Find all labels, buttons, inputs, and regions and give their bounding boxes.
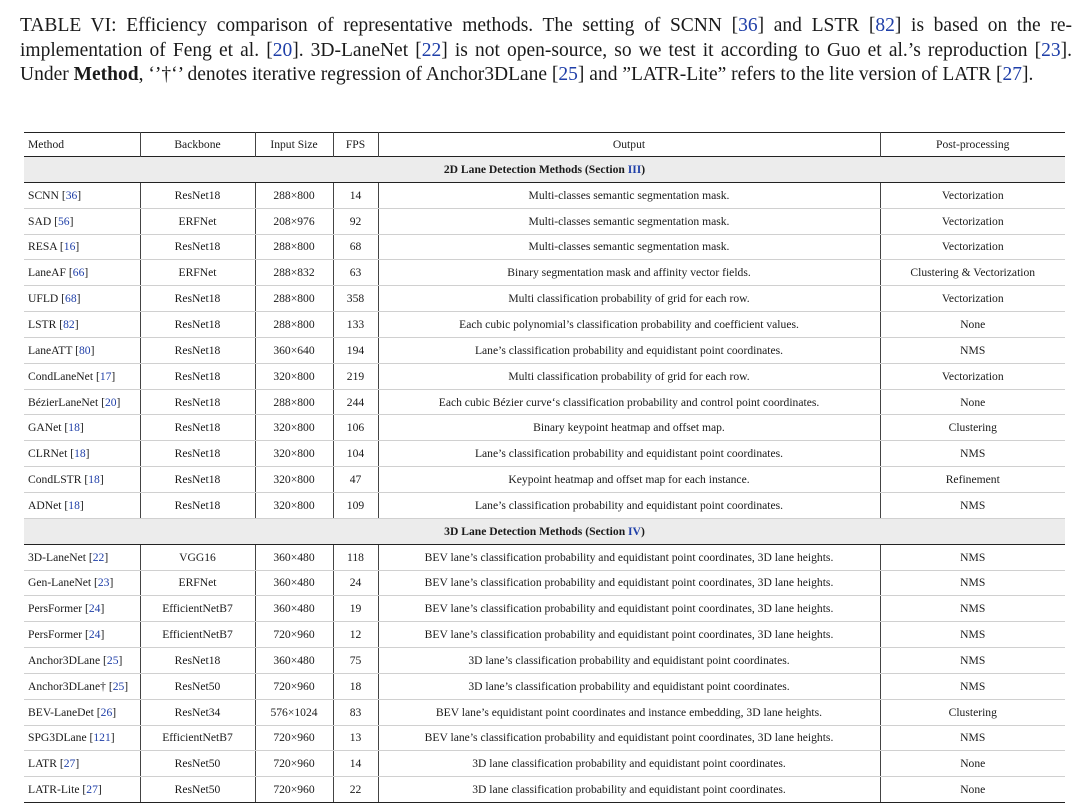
method-cell: LaneAF [66]	[24, 260, 140, 286]
fps-cell: 104	[333, 441, 378, 467]
method-name: BézierLaneNet	[28, 395, 99, 409]
backbone-cell: ResNet18	[140, 234, 255, 260]
method-name: LATR-Lite	[28, 783, 80, 797]
table-row	[24, 699, 1065, 725]
table-header	[24, 133, 1065, 157]
section-row-3d	[24, 518, 1065, 544]
post-processing-cell: Clustering	[880, 699, 1065, 725]
method-cell: LSTR [82]	[24, 312, 140, 338]
method-cell: Anchor3DLane† [25]	[24, 673, 140, 699]
method-name: SPG3DLane	[28, 731, 87, 745]
output-cell: Binary keypoint heatmap and offset map.	[378, 415, 880, 441]
citation-link[interactable]: 66	[72, 266, 85, 280]
output-cell: Multi-classes semantic segmentation mask.	[378, 208, 880, 234]
table-row	[24, 389, 1065, 415]
citation-link[interactable]: 25	[106, 653, 119, 667]
output-cell: 3D lane’s classification probability and equidistant point coordinates.	[378, 648, 880, 674]
fps-cell: 83	[333, 699, 378, 725]
citation-link[interactable]: 16	[63, 240, 76, 254]
method-cell: CondLaneNet [17]	[24, 363, 140, 389]
backbone-cell: ERFNet	[140, 570, 255, 596]
backbone-cell: VGG16	[140, 544, 255, 570]
table-row	[24, 673, 1065, 699]
backbone-cell: EfficientNetB7	[140, 725, 255, 751]
method-cell: SPG3DLane [121]	[24, 725, 140, 751]
output-cell: Lane’s classification probability and equidistant point coordinates.	[378, 492, 880, 518]
citation-link[interactable]: 23	[1041, 39, 1061, 61]
backbone-cell: ResNet18	[140, 389, 255, 415]
fps-cell: 244	[333, 389, 378, 415]
method-name: PersFormer	[28, 602, 83, 616]
citation-link[interactable]: 121	[93, 731, 111, 745]
backbone-cell: EfficientNetB7	[140, 596, 255, 622]
input-size-cell: 360×640	[255, 337, 333, 363]
method-cell: Anchor3DLane [25]	[24, 648, 140, 674]
citation-link[interactable]: 22	[92, 550, 105, 564]
post-processing-cell: Refinement	[880, 467, 1065, 493]
caption-text: ].	[1021, 64, 1034, 85]
input-size-cell: 288×800	[255, 312, 333, 338]
post-processing-cell: NMS	[880, 441, 1065, 467]
method-cell: BEV-LaneDet [26]	[24, 699, 140, 725]
method-cell: LATR [27]	[24, 751, 140, 777]
table-caption	[20, 14, 1072, 88]
method-name: LaneATT	[28, 343, 73, 357]
table-row	[24, 208, 1065, 234]
backbone-cell: ResNet34	[140, 699, 255, 725]
method-name: GANet	[28, 421, 62, 435]
citation-link[interactable]: 18	[68, 421, 80, 435]
table-row	[24, 441, 1065, 467]
output-cell: Binary segmentation mask and affinity vector fields.	[378, 260, 880, 286]
backbone-cell: ResNet18	[140, 492, 255, 518]
method-cell: 3D-LaneNet [22]	[24, 544, 140, 570]
input-size-cell: 288×800	[255, 234, 333, 260]
backbone-cell: ResNet18	[140, 415, 255, 441]
input-size-cell: 720×960	[255, 725, 333, 751]
input-size-cell: 720×960	[255, 751, 333, 777]
fps-cell: 92	[333, 208, 378, 234]
input-size-cell: 720×960	[255, 622, 333, 648]
post-processing-cell: Vectorization	[880, 234, 1065, 260]
output-cell: Multi-classes semantic segmentation mask.	[378, 234, 880, 260]
method-name: Gen-LaneNet	[28, 576, 92, 590]
citation-link[interactable]: 56	[57, 214, 70, 228]
table-row	[24, 777, 1065, 803]
method-cell: CondLSTR [18]	[24, 467, 140, 493]
table-row	[24, 570, 1065, 596]
output-cell: BEV lane’s classification probability and equidistant point coordinates, 3D lane heights.	[378, 544, 880, 570]
method-cell: Gen-LaneNet [23]	[24, 570, 140, 596]
fps-cell: 14	[333, 182, 378, 208]
method-name: SCNN	[28, 188, 59, 202]
post-processing-cell: None	[880, 751, 1065, 777]
output-cell: Multi-classes semantic segmentation mask.	[378, 182, 880, 208]
citation-link[interactable]: 17	[99, 369, 112, 383]
method-cell: CLRNet [18]	[24, 441, 140, 467]
input-size-cell: 360×480	[255, 648, 333, 674]
input-size-cell: 360×480	[255, 544, 333, 570]
input-size-cell: 320×800	[255, 492, 333, 518]
method-name: 3D-LaneNet	[28, 550, 86, 564]
table-row	[24, 363, 1065, 389]
backbone-cell: ERFNet	[140, 260, 255, 286]
header-output: Output	[378, 133, 880, 157]
backbone-cell: ResNet18	[140, 363, 255, 389]
caption-text: ]. 3D-LaneNet [	[292, 39, 422, 61]
method-name: PersFormer	[28, 628, 83, 642]
table-row	[24, 415, 1065, 441]
table-row	[24, 544, 1065, 570]
section-link[interactable]: III	[627, 162, 642, 176]
post-processing-cell: NMS	[880, 622, 1065, 648]
post-processing-cell: NMS	[880, 725, 1065, 751]
method-cell: PersFormer [24]	[24, 622, 140, 648]
caption-text: ] is not open-source, so we test it according to Guo et al.’s reproduction [	[441, 39, 1042, 61]
fps-cell: 18	[333, 673, 378, 699]
method-cell: PersFormer [24]	[24, 596, 140, 622]
citation-link[interactable]: 25	[112, 679, 125, 693]
method-name: Anchor3DLane	[28, 653, 101, 667]
output-cell: Each cubic Bézier curve‘s classification probability and control point coordinates.	[378, 389, 880, 415]
citation-link[interactable]: 27	[86, 783, 98, 797]
post-processing-cell: None	[880, 389, 1065, 415]
header-post-processing: Post-processing	[936, 138, 1010, 151]
method-name: UFLD	[28, 292, 59, 306]
fps-cell: 22	[333, 777, 378, 803]
backbone-cell: ResNet18	[140, 182, 255, 208]
table-row	[24, 492, 1065, 518]
backbone-cell: EfficientNetB7	[140, 622, 255, 648]
backbone-cell: ResNet50	[140, 777, 255, 803]
citation-link[interactable]: 82	[63, 317, 75, 331]
input-size-cell: 288×800	[255, 182, 333, 208]
table-row	[24, 725, 1065, 751]
caption-text: ]. Under	[20, 39, 1072, 85]
output-cell: 3D lane classification probability and equidistant point coordinates.	[378, 751, 880, 777]
citation-link[interactable]: 23	[97, 576, 110, 590]
table-row	[24, 234, 1065, 260]
method-name: Anchor3DLane†	[28, 679, 106, 693]
fps-cell: 109	[333, 492, 378, 518]
fps-cell: 24	[333, 570, 378, 596]
output-cell: Keypoint heatmap and offset map for each instance.	[378, 467, 880, 493]
method-cell: ADNet [18]	[24, 492, 140, 518]
fps-cell: 118	[333, 544, 378, 570]
fps-cell: 47	[333, 467, 378, 493]
citation-link[interactable]: 27	[1002, 64, 1022, 85]
method-name: CondLaneNet	[28, 369, 94, 383]
table-row	[24, 182, 1065, 208]
input-size-cell: 320×800	[255, 415, 333, 441]
caption-bold-method: Method	[73, 64, 139, 85]
header-method: Method	[24, 133, 140, 157]
method-name: LSTR	[28, 317, 57, 331]
backbone-cell: ResNet50	[140, 751, 255, 777]
citation-link[interactable]: 36	[65, 188, 78, 202]
table-row	[24, 648, 1065, 674]
fps-cell: 106	[333, 415, 378, 441]
fps-cell: 68	[333, 234, 378, 260]
caption-text: ] and LSTR [	[757, 15, 876, 36]
table-row	[24, 260, 1065, 286]
post-processing-cell: Clustering & Vectorization	[880, 260, 1065, 286]
citation-link[interactable]: 26	[100, 705, 113, 719]
citation-link[interactable]: 20	[104, 395, 117, 409]
table-row	[24, 286, 1065, 312]
fps-cell: 63	[333, 260, 378, 286]
method-cell: SAD [56]	[24, 208, 140, 234]
section-text: )	[640, 524, 645, 538]
caption-text: TABLE VI: Efficiency comparison of representative methods. The setting of SCNN [	[20, 15, 739, 36]
method-name: CLRNet	[28, 447, 68, 461]
post-processing-cell: NMS	[880, 544, 1065, 570]
citation-link[interactable]: 24	[88, 628, 101, 642]
citation-link[interactable]: 18	[74, 447, 86, 461]
backbone-cell: ResNet18	[140, 648, 255, 674]
section-text: )	[641, 162, 646, 176]
output-cell: BEV lane’s equidistant point coordinates and instance embedding, 3D lane heights.	[378, 699, 880, 725]
fps-cell: 219	[333, 363, 378, 389]
caption-text: ] and ”LATR-Lite” refers to the lite version of LATR [	[577, 64, 1003, 85]
section-link[interactable]: IV	[628, 524, 641, 538]
citation-link[interactable]: 22	[421, 39, 442, 61]
post-processing-cell: NMS	[880, 570, 1065, 596]
input-size-cell: 360×480	[255, 570, 333, 596]
table-row	[24, 337, 1065, 363]
fps-cell: 75	[333, 648, 378, 674]
input-size-cell: 720×960	[255, 673, 333, 699]
post-processing-cell: None	[880, 777, 1065, 803]
method-cell: UFLD [68]	[24, 286, 140, 312]
input-size-cell: 360×480	[255, 596, 333, 622]
output-cell: Multi classification probability of grid for each row.	[378, 286, 880, 312]
citation-link[interactable]: 25	[558, 64, 578, 85]
input-size-cell: 320×800	[255, 467, 333, 493]
output-cell: Multi classification probability of grid for each row.	[378, 363, 880, 389]
post-processing-cell: Vectorization	[880, 363, 1065, 389]
citation-link[interactable]: 82	[875, 15, 895, 36]
input-size-cell: 320×800	[255, 441, 333, 467]
input-size-cell: 208×976	[255, 208, 333, 234]
backbone-cell: ResNet18	[140, 467, 255, 493]
method-cell: LaneATT [80]	[24, 337, 140, 363]
fps-cell: 133	[333, 312, 378, 338]
fps-cell: 194	[333, 337, 378, 363]
fps-cell: 358	[333, 286, 378, 312]
section-text: 2D Lane Detection Methods (Section	[443, 162, 628, 176]
post-processing-cell: NMS	[880, 596, 1065, 622]
post-processing-cell: Clustering	[880, 415, 1065, 441]
citation-link[interactable]: 36	[738, 15, 758, 36]
input-size-cell: 320×800	[255, 363, 333, 389]
backbone-cell: ResNet50	[140, 673, 255, 699]
section-label-2d	[24, 157, 1065, 183]
post-processing-cell: NMS	[880, 492, 1065, 518]
caption-text: , ‘’†‘’ denotes iterative regression of Anchor3DLane [	[138, 64, 559, 85]
backbone-cell: ERFNet	[140, 208, 255, 234]
input-size-cell: 720×960	[255, 777, 333, 803]
efficiency-table	[24, 132, 1065, 803]
table-row	[24, 467, 1065, 493]
fps-cell: 19	[333, 596, 378, 622]
output-cell: BEV lane’s classification probability and equidistant point coordinates, 3D lane heights.	[378, 725, 880, 751]
method-cell: GANet [18]	[24, 415, 140, 441]
backbone-cell: ResNet18	[140, 312, 255, 338]
fps-cell: 14	[333, 751, 378, 777]
output-cell: BEV lane’s classification probability and equidistant point coordinates, 3D lane heights.	[378, 596, 880, 622]
output-cell: 3D lane’s classification probability and equidistant point coordinates.	[378, 673, 880, 699]
header-backbone: Backbone	[140, 133, 255, 157]
method-name: RESA	[28, 240, 57, 254]
citation-link[interactable]: 80	[78, 343, 91, 357]
output-cell: Each cubic polynomial’s classification probability and coefficient values.	[378, 312, 880, 338]
header-fps: FPS	[333, 133, 378, 157]
citation-link[interactable]: 20	[272, 39, 293, 61]
post-processing-cell: Vectorization	[880, 182, 1065, 208]
method-name: LATR	[28, 757, 57, 771]
fps-cell: 12	[333, 622, 378, 648]
method-name: ADNet	[28, 498, 62, 512]
output-cell: 3D lane classification probability and equidistant point coordinates.	[378, 777, 880, 803]
output-cell: Lane’s classification probability and equidistant point coordinates.	[378, 441, 880, 467]
fps-cell: 13	[333, 725, 378, 751]
citation-link[interactable]: 68	[65, 292, 77, 306]
citation-link[interactable]: 27	[63, 757, 76, 771]
method-name: CondLSTR	[28, 473, 82, 487]
backbone-cell: ResNet18	[140, 286, 255, 312]
method-cell: BézierLaneNet [20]	[24, 389, 140, 415]
backbone-cell: ResNet18	[140, 441, 255, 467]
table-row	[24, 622, 1065, 648]
input-size-cell: 288×832	[255, 260, 333, 286]
output-cell: BEV lane’s classification probability and equidistant point coordinates, 3D lane heights.	[378, 570, 880, 596]
table-row	[24, 596, 1065, 622]
table-body	[24, 157, 1065, 803]
output-cell: Lane’s classification probability and equidistant point coordinates.	[378, 337, 880, 363]
section-text: 3D Lane Detection Methods (Section	[444, 524, 629, 538]
method-name: BEV-LaneDet	[28, 705, 94, 719]
post-processing-cell: NMS	[880, 673, 1065, 699]
input-size-cell: 288×800	[255, 286, 333, 312]
output-cell: BEV lane’s classification probability and equidistant point coordinates, 3D lane heights.	[378, 622, 880, 648]
caption-text: ] is based on the re-implementation of Feng et al. [	[20, 15, 1072, 61]
backbone-cell: ResNet18	[140, 337, 255, 363]
section-label-3d	[24, 518, 1065, 544]
method-cell: LATR-Lite [27]	[24, 777, 140, 803]
input-size-cell: 576×1024	[255, 699, 333, 725]
method-name: LaneAF	[28, 266, 66, 280]
post-processing-cell: Vectorization	[880, 286, 1065, 312]
table-row	[24, 751, 1065, 777]
header-input-size: Input Size	[255, 133, 333, 157]
citation-link[interactable]: 18	[88, 473, 100, 487]
post-processing-cell: NMS	[880, 648, 1065, 674]
citation-link[interactable]: 18	[68, 498, 80, 512]
post-processing-cell: None	[880, 312, 1065, 338]
post-processing-cell: NMS	[880, 337, 1065, 363]
post-processing-cell: Vectorization	[880, 208, 1065, 234]
method-name: SAD	[28, 214, 52, 228]
section-row-2d	[24, 157, 1065, 183]
method-cell: SCNN [36]	[24, 182, 140, 208]
table-row	[24, 312, 1065, 338]
input-size-cell: 288×800	[255, 389, 333, 415]
method-cell: RESA [16]	[24, 234, 140, 260]
citation-link[interactable]: 24	[88, 602, 101, 616]
